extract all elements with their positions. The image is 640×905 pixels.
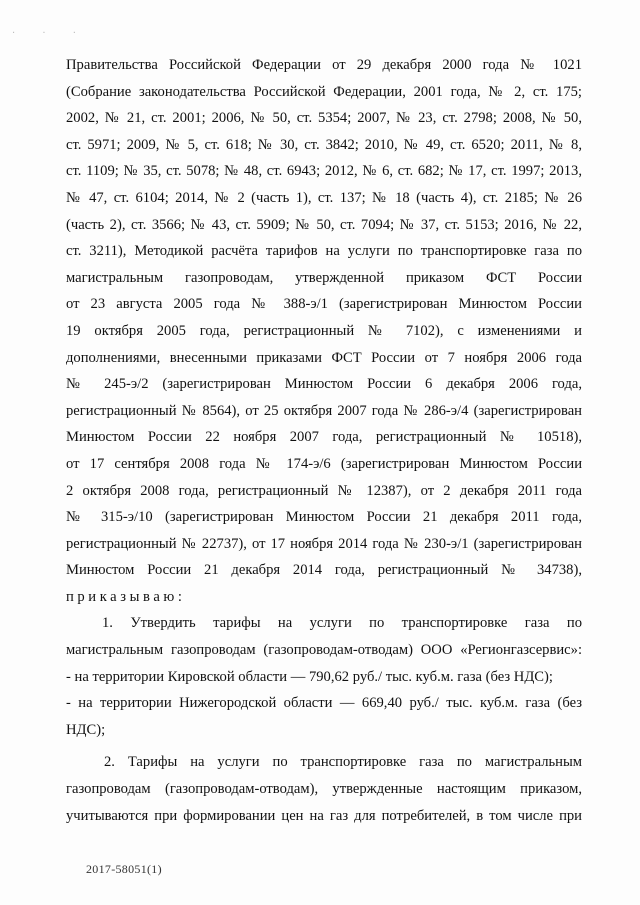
body-line: № 47, ст. 6104; 2014, № 2 (часть 1), ст. 137; № 18 (часть 4), ст. 2185; № 26 xyxy=(66,189,582,206)
item-1-line: 1. Утвердить тарифы на услуги по транспортировке газа по xyxy=(102,615,582,632)
body-line: Правительства Российской Федерации от 29 декабря 2000 года № 1021 xyxy=(66,57,582,73)
body-line: (Собрание законодательства Российской Федерации, 2001 года, № 2, ст. 175; xyxy=(66,83,582,100)
item-2-line: газопроводам (газопроводам-отводам), утвержденные настоящим приказом, xyxy=(66,781,582,798)
body-line: дополнениями, внесенными приказами ФСТ России от 7 ноября 2006 года xyxy=(66,349,582,366)
item-1-line: магистральным газопроводам (газопроводам-отводам) ООО «Регионгазсервис»: xyxy=(66,642,582,659)
body-line: № 245-э/2 (зарегистрирован Минюстом России 6 декабря 2006 года, xyxy=(66,376,582,393)
document-body xyxy=(66,52,582,829)
body-line: магистральным газопроводам, утвержденной приказом ФСТ России xyxy=(66,269,582,286)
body-line: регистрационный № 22737), от 17 ноября 2014 года № 230-э/1 (зарегистрирован xyxy=(66,535,582,552)
tariff-bullet: НДС); xyxy=(66,721,106,738)
body-line: 2 октября 2008 года, регистрационный № 12387), от 2 декабря 2011 года xyxy=(66,482,582,499)
body-line: от 23 августа 2005 года № 388-э/1 (зарегистрирован Минюстом России xyxy=(66,296,582,313)
tariff-bullet: - на территории Кировской области — 790,62 руб./ тыс. куб.м. газа (без НДС); xyxy=(66,668,553,685)
body-line: 2002, № 21, ст. 2001; 2006, № 50, ст. 5354; 2007, № 23, ст. 2798; 2008, № 50, xyxy=(66,110,582,127)
body-line: ст. 3211), Методикой расчёта тарифов на услуги по транспортировке газа по xyxy=(66,243,582,260)
scan-artifact-marks: · · · xyxy=(12,28,88,39)
body-line: (часть 2), ст. 3566; № 43, ст. 5909; № 50, ст. 7094; № 37, ст. 5153; 2016, № 22, xyxy=(66,216,582,233)
item-2-line: 2. Тарифы на услуги по транспортировке газа по магистральным xyxy=(104,754,582,771)
body-line: Минюстом России 22 ноября 2007 года, регистрационный № 10518), xyxy=(66,429,582,446)
document-code: 2017-58051(1) xyxy=(86,862,162,876)
body-line: регистрационный № 8564), от 25 октября 2007 года № 286-э/4 (зарегистрирован xyxy=(66,402,582,419)
body-line: № 315-э/10 (зарегистрирован Минюстом России 21 декабря 2011 года, xyxy=(66,509,582,526)
item-2-line: учитываются при формировании цен на газ для потребителей, в том числе при xyxy=(66,807,582,824)
tariff-bullet: - на территории Нижегородской области — 669,40 руб./ тыс. куб.м. газа (без xyxy=(66,695,582,712)
body-line: ст. 5971; 2009, № 5, ст. 618; № 30, ст. 3842; 2010, № 49, ст. 6520; 2011, № 8, xyxy=(66,136,582,153)
body-line: от 17 сентября 2008 года № 174-э/6 (зарегистрирован Минюстом России xyxy=(66,455,582,472)
body-line: ст. 1109; № 35, ст. 5078; № 48, ст. 6943; 2012, № 6, ст. 682; № 17, ст. 1997; 2013, xyxy=(66,163,582,180)
body-line: 19 октября 2005 года, регистрационный № 7102), с изменениями и xyxy=(66,322,582,339)
order-word: приказываю: xyxy=(66,588,186,605)
body-line: Минюстом России 21 декабря 2014 года, регистрационный № 34738), xyxy=(66,562,582,579)
